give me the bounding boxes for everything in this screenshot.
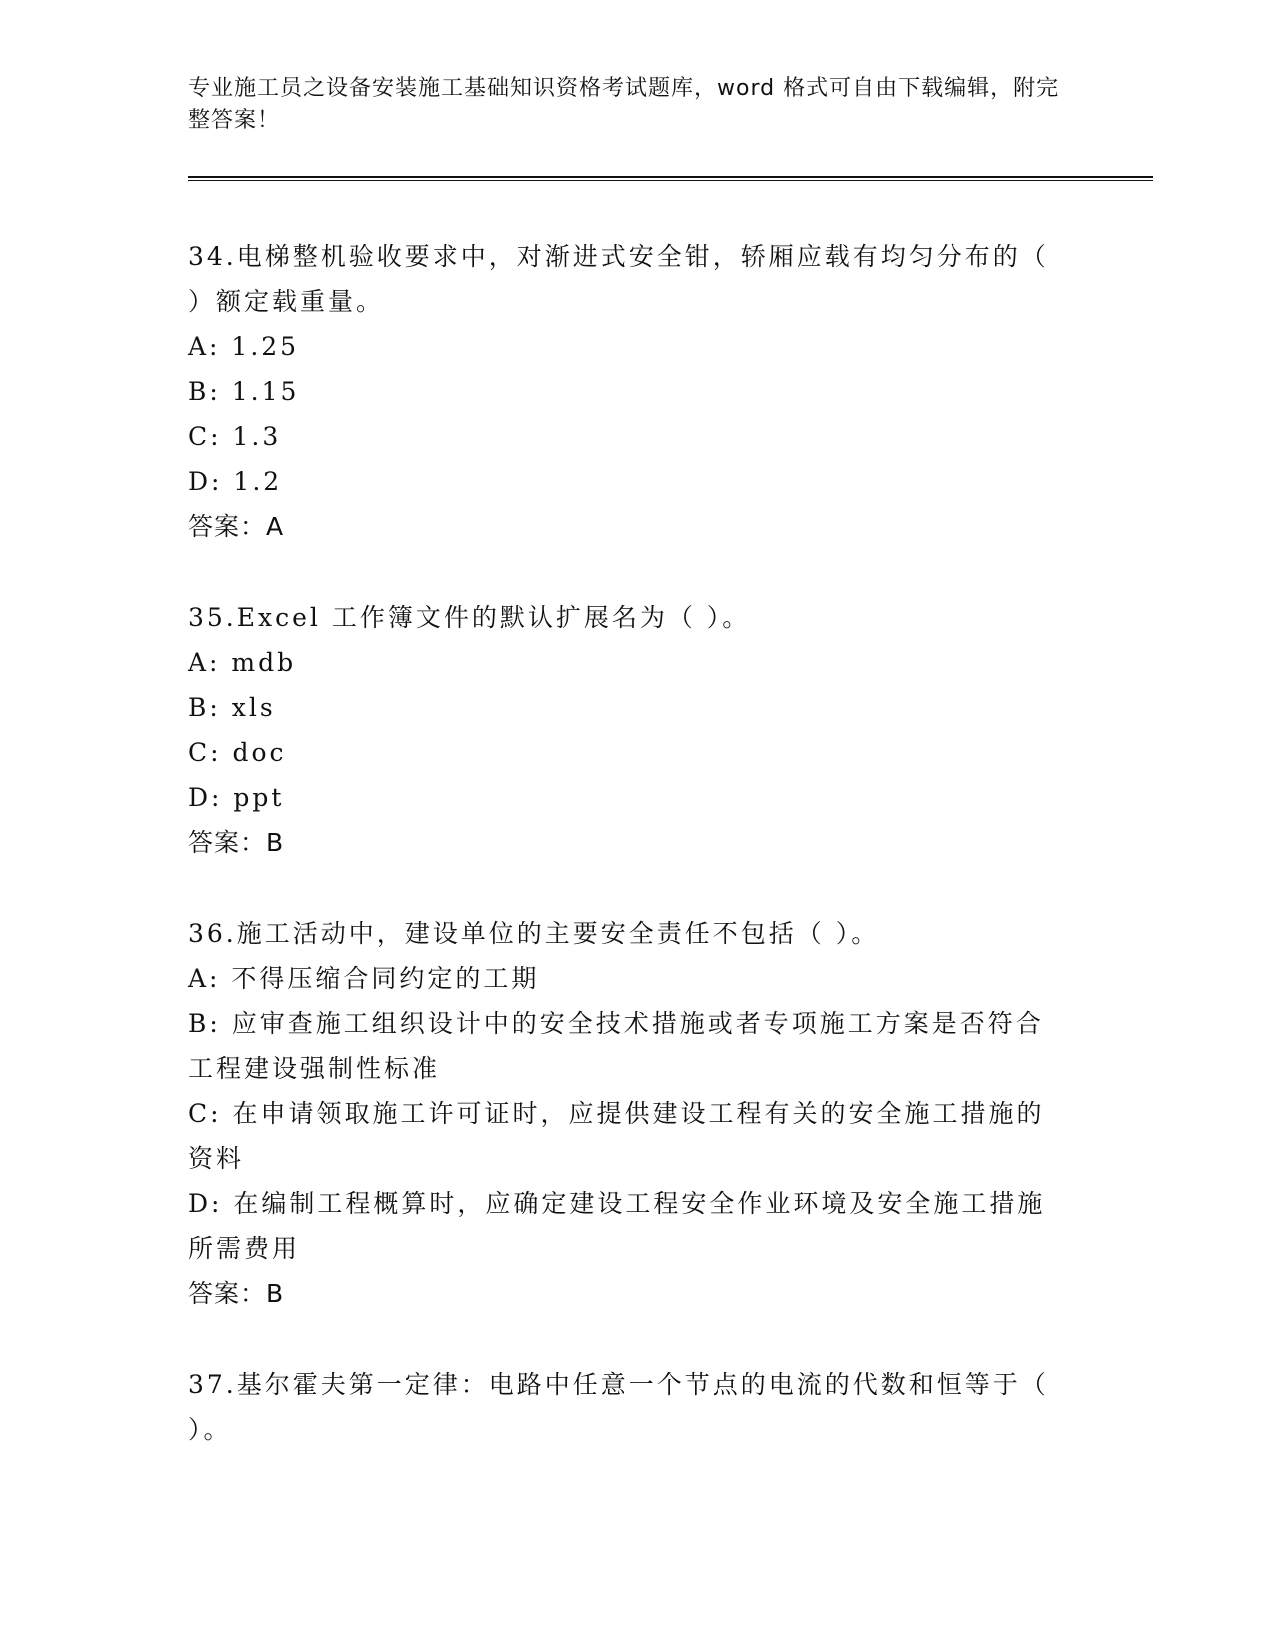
question-35 (188, 595, 1068, 865)
option-c: C: 在申请领取施工许可证时，应提供建设工程有关的安全施工措施的资料 (188, 1099, 1045, 1173)
option-b: B: xls (188, 693, 276, 722)
question-stem: 36.施工活动中，建设单位的主要安全责任不包括（ ）。 (188, 919, 880, 948)
option-d: D: 在编制工程概算时，应确定建设工程安全作业环境及安全施工措施所需费用 (188, 1189, 1046, 1263)
option-b: B: 应审查施工组织设计中的安全技术措施或者专项施工方案是否符合工程建设强制性标准 (188, 1009, 1044, 1083)
option-a: A: 不得压缩合同约定的工期 (188, 964, 540, 993)
question-34 (188, 234, 1068, 549)
option-d: D: ppt (188, 783, 285, 812)
option-a: A: 1.25 (188, 332, 300, 361)
question-stem: 37.基尔霍夫第一定律：电路中任意一个节点的电流的代数和恒等于（ ）。 (188, 1370, 1049, 1444)
question-36 (188, 911, 1068, 1316)
question-stem: 35.Excel 工作簿文件的默认扩展名为（ ）。 (188, 603, 751, 632)
answer-text: 答案：A (188, 512, 285, 541)
header-divider (188, 176, 1153, 181)
document-header: 专业施工员之设备安装施工基础知识资格考试题库，word 格式可自由下载编辑，附完整答案！ (188, 76, 1060, 133)
option-d: D: 1.2 (188, 467, 283, 496)
option-c: C: doc (188, 738, 287, 767)
option-c: C: 1.3 (188, 422, 282, 451)
question-list (188, 234, 1068, 1498)
option-a: A: mdb (188, 648, 297, 677)
question-stem: 34.电梯整机验收要求中，对渐进式安全钳，轿厢应载有均匀分布的（ ）额定载重量。 (188, 242, 1049, 316)
answer-text: 答案：B (188, 828, 285, 857)
answer-text: 答案：B (188, 1279, 285, 1308)
question-37 (188, 1362, 1068, 1452)
option-b: B: 1.15 (188, 377, 300, 406)
